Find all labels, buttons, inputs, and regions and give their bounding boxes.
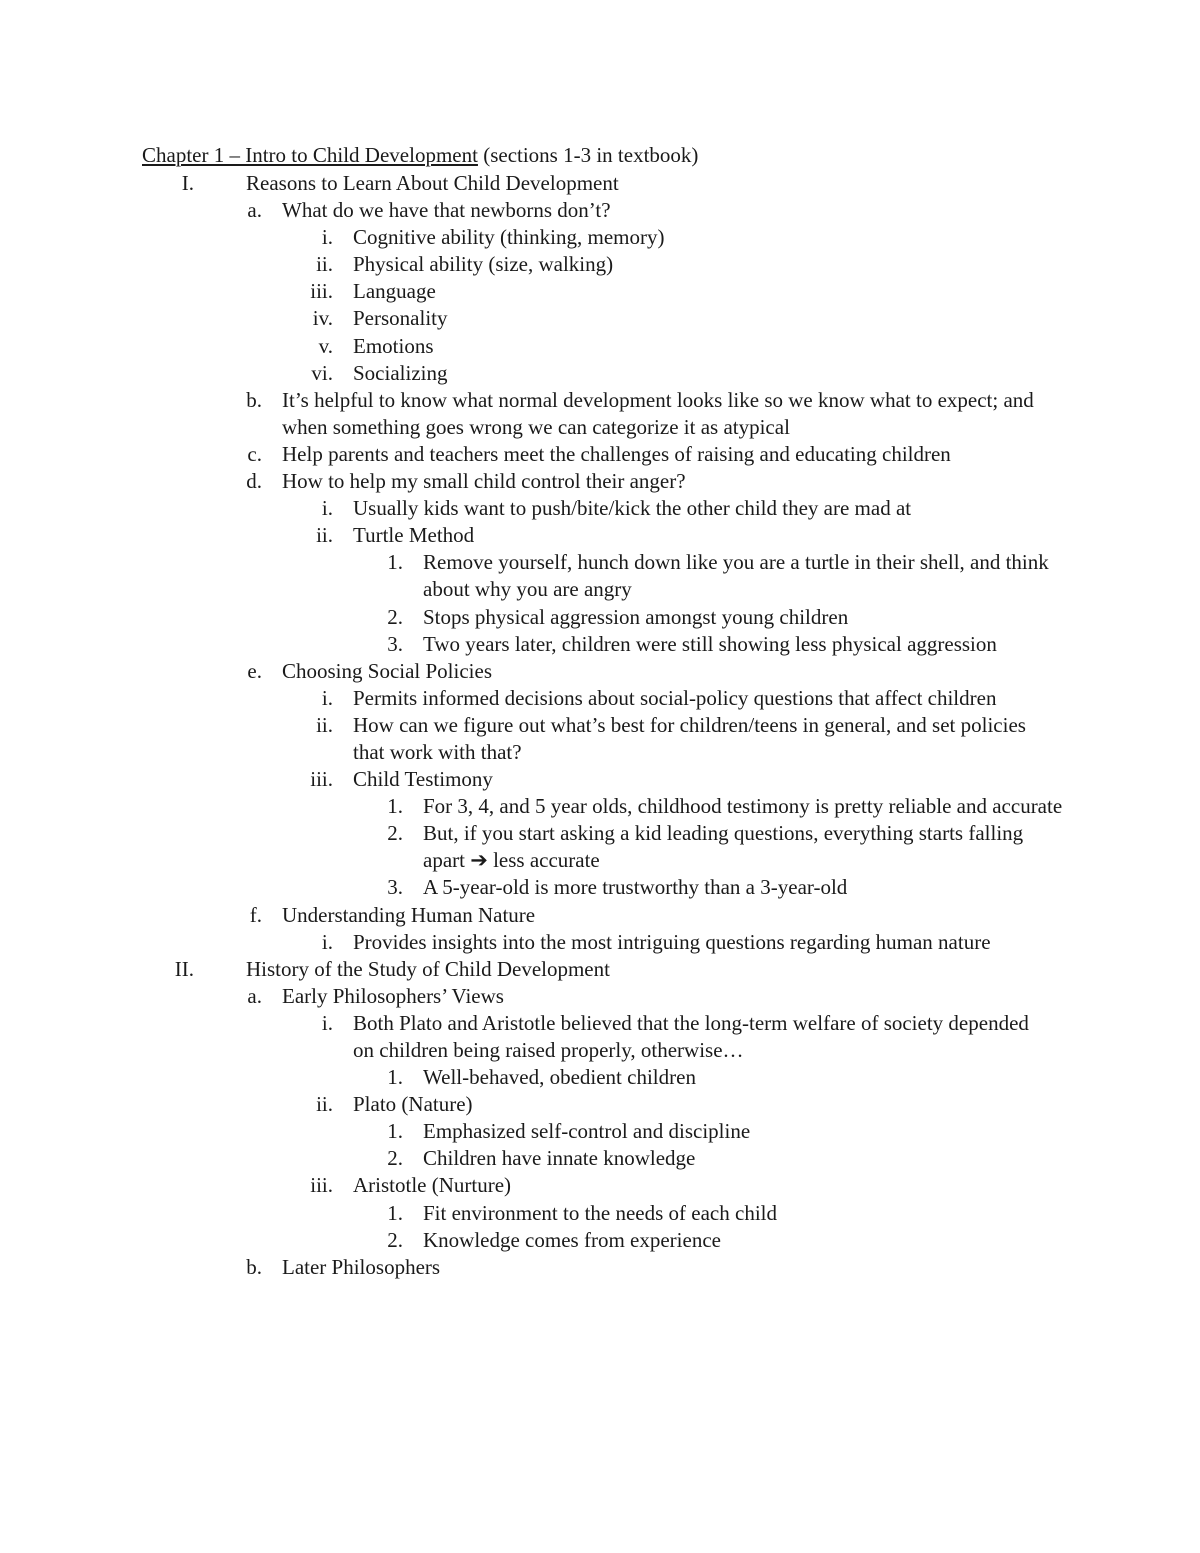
- outline-marker: ii.: [316, 252, 333, 277]
- outline-text: What do we have that newborns don’t?: [282, 198, 611, 223]
- outline-item: [0, 1010, 1200, 1064]
- outline-marker: iv.: [312, 306, 333, 331]
- outline-item: [0, 495, 1200, 522]
- outline-marker: i.: [321, 929, 333, 954]
- outline-text: It’s helpful to know what normal development looks like so we know what to expect; and when something goes wrong we can categorize it as atypical: [282, 387, 1034, 439]
- page-title: [142, 143, 698, 168]
- outline-text: Language: [353, 279, 436, 304]
- outline-marker: e.: [247, 658, 262, 683]
- outline-marker: 1.: [387, 794, 403, 819]
- outline-item: [0, 1254, 1200, 1281]
- outline-item: [0, 170, 1200, 197]
- outline-marker: i.: [321, 225, 333, 250]
- outline-text: Physical ability (size, walking): [353, 252, 614, 277]
- outline-item: [0, 766, 1200, 793]
- outline-item: [0, 604, 1200, 631]
- outline-item: [0, 1200, 1200, 1227]
- outline-item: [0, 1091, 1200, 1118]
- outline-item: [0, 468, 1200, 495]
- outline-marker: i.: [321, 1010, 333, 1035]
- outline-item: [0, 251, 1200, 278]
- outline-text: Personality: [353, 306, 448, 331]
- outline-item: [0, 685, 1200, 712]
- outline-text: Well-behaved, obedient children: [423, 1065, 696, 1090]
- outline-marker: II.: [174, 956, 194, 981]
- outline: [0, 170, 1200, 1281]
- outline-item: [0, 387, 1200, 441]
- outline-marker: 3.: [387, 875, 403, 900]
- outline-text: Help parents and teachers meet the challenges of raising and educating children: [282, 441, 951, 466]
- outline-marker: c.: [247, 441, 262, 466]
- outline-text: Remove yourself, hunch down like you are a turtle in their shell, and think about why you are angry: [423, 550, 1049, 602]
- outline-text: Early Philosophers’ Views: [282, 983, 504, 1008]
- outline-text: Stops physical aggression amongst young children: [423, 604, 849, 629]
- outline-text: Aristotle (Nurture): [353, 1173, 512, 1198]
- outline-marker: vi.: [311, 360, 333, 385]
- outline-text: Later Philosophers: [282, 1254, 441, 1279]
- outline-text: Cognitive ability (thinking, memory): [353, 225, 665, 250]
- outline-item: [0, 441, 1200, 468]
- outline-marker: 1.: [387, 1065, 403, 1090]
- outline-item: [0, 631, 1200, 658]
- outline-marker: 3.: [387, 631, 403, 656]
- outline-text: Understanding Human Nature: [282, 902, 536, 927]
- outline-text: History of the Study of Child Development: [246, 956, 610, 981]
- outline-item: [0, 1172, 1200, 1199]
- outline-marker: f.: [249, 902, 262, 927]
- outline-marker: b.: [246, 387, 262, 412]
- outline-marker: b.: [246, 1254, 262, 1279]
- outline-text: Turtle Method: [353, 523, 475, 548]
- outline-text: Provides insights into the most intriguing questions regarding human nature: [353, 929, 991, 954]
- outline-text: Plato (Nature): [353, 1092, 473, 1117]
- outline-marker: iii.: [310, 279, 333, 304]
- outline-item: [0, 956, 1200, 983]
- outline-item: [0, 658, 1200, 685]
- outline-item: [0, 874, 1200, 901]
- chapter-subheading: (sections 1-3 in textbook): [477, 143, 699, 167]
- outline-text: Usually kids want to push/bite/kick the other child they are mad at: [353, 496, 912, 521]
- outline-item: [0, 224, 1200, 251]
- outline-text: Child Testimony: [353, 767, 493, 792]
- outline-marker: 2.: [387, 821, 403, 846]
- chapter-heading: Chapter 1 – Intro to Child Development: [142, 143, 478, 167]
- outline-item: [0, 360, 1200, 387]
- outline-marker: 1.: [387, 1119, 403, 1144]
- outline-item: [0, 983, 1200, 1010]
- outline-item: [0, 1118, 1200, 1145]
- outline-item: [0, 1064, 1200, 1091]
- outline-marker: iii.: [310, 767, 333, 792]
- outline-text: Knowledge comes from experience: [423, 1227, 721, 1252]
- outline-text: Permits informed decisions about social-policy questions that affect children: [353, 685, 997, 710]
- outline-text: But, if you start asking a kid leading questions, everything starts falling apart ➔ less accurate: [423, 821, 1024, 873]
- outline-text: Children have innate knowledge: [423, 1146, 696, 1171]
- outline-item: [0, 197, 1200, 224]
- outline-item: [0, 333, 1200, 360]
- outline-text: Choosing Social Policies: [282, 658, 492, 683]
- outline-marker: d.: [246, 469, 262, 494]
- outline-item: [0, 820, 1200, 874]
- outline-marker: 1.: [387, 550, 403, 575]
- outline-marker: 2.: [387, 1227, 403, 1252]
- outline-text: A 5-year-old is more trustworthy than a 3-year-old: [423, 875, 848, 900]
- outline-item: [0, 712, 1200, 766]
- outline-item: [0, 1145, 1200, 1172]
- outline-marker: a.: [247, 198, 262, 223]
- outline-text: How can we figure out what’s best for children/teens in general, and set policies that work with that?: [353, 712, 1026, 764]
- outline-item: [0, 929, 1200, 956]
- outline-marker: iii.: [310, 1173, 333, 1198]
- outline-marker: ii.: [316, 712, 333, 737]
- outline-item: [0, 522, 1200, 549]
- outline-marker: i.: [321, 496, 333, 521]
- outline-item: [0, 902, 1200, 929]
- outline-marker: 1.: [387, 1200, 403, 1225]
- outline-marker: 2.: [387, 604, 403, 629]
- outline-item: [0, 793, 1200, 820]
- outline-text: Socializing: [353, 360, 448, 385]
- outline-text: Emotions: [353, 333, 434, 358]
- outline-item: [0, 1227, 1200, 1254]
- outline-text: Reasons to Learn About Child Development: [246, 171, 619, 195]
- outline-text: How to help my small child control their anger?: [282, 469, 686, 494]
- outline-marker: 2.: [387, 1146, 403, 1171]
- outline-text: For 3, 4, and 5 year olds, childhood testimony is pretty reliable and accurate: [423, 794, 1063, 819]
- outline-marker: ii.: [316, 523, 333, 548]
- outline-text: Two years later, children were still showing less physical aggression: [423, 631, 997, 656]
- outline-text: Both Plato and Aristotle believed that the long-term welfare of society depended on children being raised properly, otherwise…: [353, 1010, 1029, 1062]
- outline-marker: a.: [247, 983, 262, 1008]
- outline-marker: v.: [318, 333, 333, 358]
- outline-item: [0, 278, 1200, 305]
- outline-text: Emphasized self-control and discipline: [423, 1119, 751, 1144]
- outline-marker: ii.: [316, 1092, 333, 1117]
- outline-text: Fit environment to the needs of each child: [423, 1200, 777, 1225]
- outline-item: [0, 549, 1200, 603]
- outline-marker: I.: [181, 171, 194, 195]
- outline-marker: i.: [321, 685, 333, 710]
- outline-item: [0, 305, 1200, 332]
